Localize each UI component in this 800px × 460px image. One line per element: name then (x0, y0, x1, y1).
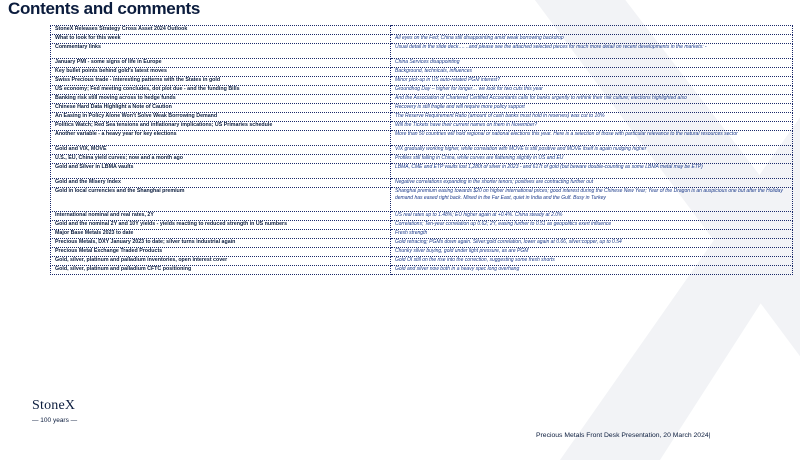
table-row (51, 113, 793, 122)
row-comment: More than 50 countries will hold regional or national elections this year. Here is a selection of those with particular relevance to the natural resources sector (391, 131, 793, 146)
row-topic: Gold and the nominal 2Y and 10Y yields - yields reacting to reduced strength in US numbers (51, 221, 391, 230)
row-topic: Gold, silver, platinum and palladium CFTC positioning (51, 266, 391, 275)
row-topic: Banking risk still moving across to hedge funds (51, 95, 391, 104)
table-row (51, 164, 793, 179)
row-topic: Major Base Metals 2023 to date (51, 230, 391, 239)
table-row (51, 266, 793, 275)
table-row (51, 188, 793, 212)
table-row (51, 26, 793, 35)
row-comment: Background, technicals, influences (391, 68, 793, 77)
row-topic: What to look for this week (51, 35, 391, 44)
table-row (51, 35, 793, 44)
row-topic: Gold in local currencies and the Shanghai premium (51, 188, 391, 212)
table-row (51, 104, 793, 113)
table-row (51, 221, 793, 230)
table-row (51, 59, 793, 68)
table-row (51, 95, 793, 104)
row-topic: Gold and the Misery Index (51, 179, 391, 188)
row-topic: US economy; Fed meeting concludes, dot plot due - and the funding Bills (51, 86, 391, 95)
row-topic: International nominal and real rates, 2Y (51, 212, 391, 221)
row-comment: VIX gradually working higher, while correlation with MOVE is still positive and MOVE itself is again nudging higher (391, 146, 793, 155)
footer-text: Precious Metals Front Desk Presentation, 20 March 2024| (536, 432, 711, 439)
row-topic: Commentary links (51, 44, 391, 59)
table-row (51, 212, 793, 221)
row-comment: Minor pick-up in US auto-related PGM interest? (391, 77, 793, 86)
row-comment: China Services disappointing (391, 59, 793, 68)
row-comment: And the Association of Chartered Certified Accountants calls for banks urgently to rethink their risk culture; elections highlighted also (391, 95, 793, 104)
table-row (51, 248, 793, 257)
row-comment: Groundhog Day – higher for longer… we look for two cuts this year (391, 86, 793, 95)
table-row (51, 44, 793, 59)
row-comment: Recovery is still fragile and will require more policy support (391, 104, 793, 113)
row-topic: U.S., EU, China yield curves; now and a month ago (51, 155, 391, 164)
row-comment: Gold and silver now both in a heavy spec long overhang (391, 266, 793, 275)
table-row (51, 257, 793, 266)
row-comment: Shanghai premium easing towards $20 on higher international prices; good interest during the Chinese New Year; Year of the Dragon is an auspicious one but after the Holiday demand has eased right back. Mixed in the Far East, quiet in India and the Gulf. Busy in Turkey (391, 188, 793, 212)
table-row (51, 155, 793, 164)
row-topic: Precious Metals, DXY January 2023 to date; silver turns industrial again (51, 239, 391, 248)
row-topic: Gold, silver, platinum and palladium inventories, open interest cover (51, 257, 391, 266)
row-comment: Fresh strength (391, 230, 793, 239)
row-topic: Gold and VIX, MOVE (51, 146, 391, 155)
row-comment: Chunky silver buying, gold under light pressure, as are PGM (391, 248, 793, 257)
row-comment: Correlations; Ten-year correlation up 0.62; 2Y, easing further to 0.51 as geopolitics exert influence (391, 221, 793, 230)
row-topic: Swiss Precious trade - interesting patterns with the States in gold (51, 77, 391, 86)
logo-tagline: — 100 years — (32, 417, 78, 424)
table-row (51, 131, 793, 146)
row-topic: Another variable - a heavy year for key elections (51, 131, 391, 146)
row-comment: LBMA, CME and ETP vaults lost 1,280t of silver in 2023 - and 617t of gold (but beware double-counting as some LBMA metal may be ETP) (391, 164, 793, 179)
row-comment: The Reserve Requirement Ratio (amount of cash banks must hold in reserves) was cut to 10% (391, 113, 793, 122)
row-topic: Gold and Silver in LBMA vaults (51, 164, 391, 179)
row-topic: An Easing in Policy Alone Won't Solve Weak Borrowing Demand (51, 113, 391, 122)
page-title: Contents and comments (8, 0, 201, 18)
row-comment: Gold OI still on the rise into the correction, suggesting some fresh shorts (391, 257, 793, 266)
table-row (51, 77, 793, 86)
row-comment: US real rates up to 1.48%; EU higher again at +0.4%. China steady at 2.0% (391, 212, 793, 221)
contents-table-body (51, 26, 793, 275)
row-comment: Profiles still falling in China, while curves are flattening slightly in US and EU (391, 155, 793, 164)
row-comment: All eyes on the Fed; China still disappointing amid weak borrowing backdrop (391, 35, 793, 44)
contents-table (50, 25, 793, 275)
table-row (51, 239, 793, 248)
row-topic: Chinese Hard Data Highlight a Note of Caution (51, 104, 391, 113)
row-comment: Negative correlations expanding in the shorter tenors; positives are contracting further out (391, 179, 793, 188)
row-topic: Precious Metal Exchange Traded Products (51, 248, 391, 257)
logo-wordmark: StoneX (32, 398, 76, 413)
table-row (51, 122, 793, 131)
table-row (51, 179, 793, 188)
row-comment (391, 26, 793, 35)
table-row (51, 68, 793, 77)
stonex-logo (32, 398, 77, 424)
row-comment: Will the Tickets have their current names on them in November? (391, 122, 793, 131)
row-comment: Usual detail in the slide deck…. ..and please see the attached selected pieces for much more detail on recent developments in the markets: - (391, 44, 793, 59)
row-topic: StoneX Releases Strategy Cross Asset 2024 Outlook (51, 26, 391, 35)
row-topic: January PMI - some signs of life in Europe (51, 59, 391, 68)
row-topic: Key bullet points behind gold's latest moves (51, 68, 391, 77)
table-row (51, 146, 793, 155)
table-row (51, 86, 793, 95)
row-topic: Politics Watch; Red Sea tensions and inflationary implications; US Primaries schedule (51, 122, 391, 131)
table-row (51, 230, 793, 239)
row-comment: Gold retracing; PGMs down again. Silver:gold correlation, lower again at 0.66, silver:copper, up to 0.54 (391, 239, 793, 248)
